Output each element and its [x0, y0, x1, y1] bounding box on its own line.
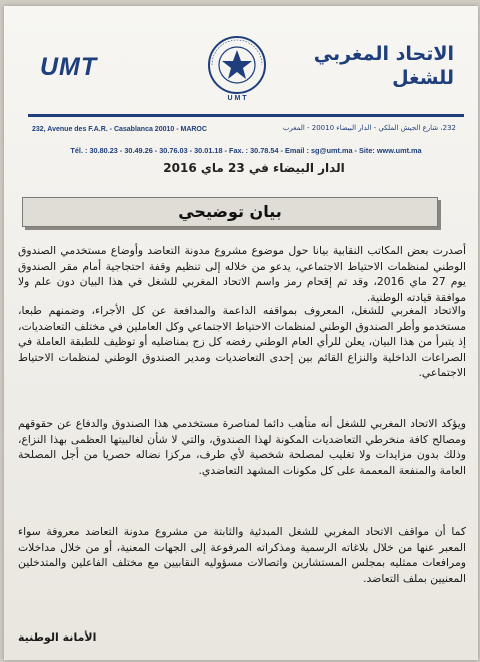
address-french: 232, Avenue des F.A.R. - Casablanca 20010 - MAROC	[32, 126, 207, 133]
organization-name-arabic: الاتحاد المغربي للشغل	[313, 43, 454, 89]
title-box	[22, 197, 438, 227]
document-date: الدار البيضاء في 23 ماي 2016	[163, 161, 345, 175]
paragraph-3: ويؤكد الاتحاد المغربي للشغل أنه متأهب دائما لمناصرة مستخدمي هذا الصندوق والدفاع عن حقوقهم ومصالح كافة منخرطي التعاضديات المكونة لهذا الصندوق، والتي لا شأن لغالبيتها العظمى بهذا النزاع، وذلك بدون مزايدات ولا تغليب لمصلحة شخصية لأي طرف، مركزا نضاله حصريا من أجل المصلحة العامة والمنفعة المعممة على كل مكونات المشهد التعاضدي.	[18, 417, 466, 477]
address-arabic: 232، شارع الجيش الملكي - الدار البيضاء 20010 - المغرب	[282, 124, 456, 132]
paragraph-4: كما أن مواقف الاتحاد المغربي للشغل المبدئية والثابتة من مشروع مدونة التعاضد معروفة سواء المعبر عنها من خلال بلاغاته الرسمية ومذكراته المرفوعة إلى الجهات المعنية، أو من خلال مداخلات ومرافعات ممثليه بمجلس المستشارين واتصالات مسؤوليه النقابيين مع مختلف الفاعلين والمتدخلين المعنيين بملف التعاضد.	[18, 525, 466, 585]
umt-emblem-logo	[206, 32, 268, 102]
umt-logo: UMT	[40, 53, 98, 81]
letter-sheet	[4, 6, 478, 660]
contact-line: Tél. : 30.80.23 - 30.49.26 - 30.76.03 - 30.01.18 - Fax. : 30.78.54 - Email : sg@umt.ma - Site: www.umt.ma	[70, 146, 422, 155]
paragraph-1: أصدرت بعض المكاتب النقابية بيانا حول موضوع مشروع مدونة التعاضد وأوضاع مستخدمي الصندوق الوطني لمنظمات الاحتياط الاجتماعي، يدعو من خلاله إلى تنظيم وقفة احتجاجية أمام مقر الصندوق يوم 27 ماي 2016، وقد تم إقحام رمز واسم الاتحاد المغربي للشغل في هذا البيان دون علم ولا موافقة قيادته الوطنية.	[18, 244, 467, 304]
signature: الأمانة الوطنية	[18, 631, 97, 644]
paragraph-2: والاتحاد المغربي للشغل، المعروف بمواقفه الداعمة والمدافعة عن كل الأجراء، وضمنهم طبعا، مستخدمو وأطر الصندوق الوطني لمنظمات الاحتياط الاجتماعي وكل العاملين في مختلف التعاضديات، إذ يتبرأ من هذا البيان، يعلن للرأي العام الوطني رفضه كل زج بمناضليه أو توظيف للطبقة العاملة في الصراعات الداخلية والنزاع القائم بين إحدى التعاضديات ومدير الصندوق الوطني لمنظمات الاحتياط الاجتماعي.	[18, 304, 466, 380]
header-divider	[28, 114, 464, 117]
emblem-letters: U M T	[227, 95, 247, 102]
document-title: بيان توضيحي	[178, 202, 282, 221]
